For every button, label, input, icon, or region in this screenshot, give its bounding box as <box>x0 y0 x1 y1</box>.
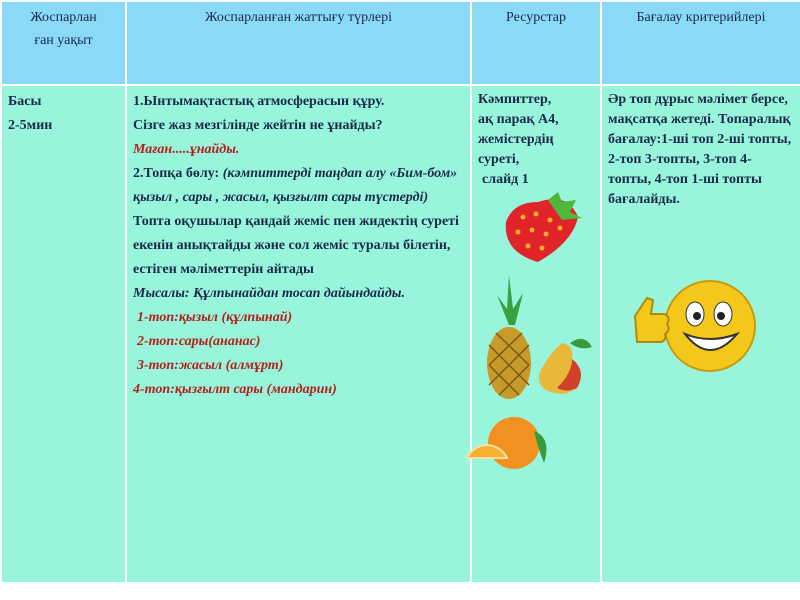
activity-line <box>133 162 464 210</box>
activity-line: 1.Ынтымақтастық атмосферасын құру. <box>133 94 385 109</box>
group-line: 2-топ:сары(ананас) <box>137 334 261 349</box>
grouping-title: 2.Топқа бөлу: <box>133 166 223 181</box>
group-line: 3-топ:жасыл (алмұрт) <box>137 358 284 373</box>
header-resources: Ресурстар <box>471 1 601 85</box>
grouping-note: (кәмпиттерді таңдап алу «Бим-бом» қызыл , сары , жасыл, қызғылт сары түстерді) <box>133 166 458 205</box>
pineapple-image <box>484 275 534 400</box>
activities-cell <box>126 85 471 583</box>
time-cell <box>1 85 126 583</box>
header-row <box>1 1 800 85</box>
pear-image <box>532 333 597 398</box>
criteria-cell: Әр топ дұрыс мәлімет берсе, мақсатқа жетеді. Топаралық бағалау:1-ші топ 2-ші топты, 2-топ 3-топты, 3-топ 4-топты, 4-топ 1-ші топты бағалайды. <box>601 85 800 583</box>
activity-line: Маған.....ұнайды. <box>133 142 240 157</box>
resource-line: слайд 1 <box>482 172 529 187</box>
activity-line: Сізге жаз мезгілінде жейтін не ұнайды? <box>133 118 383 133</box>
strawberry-image <box>498 192 588 267</box>
header-criteria: Бағалау критерийлері <box>601 1 800 85</box>
resource-line: ақ парақ А4, <box>478 112 559 127</box>
group-line: 4-топ:қызғылт сары (мандарин) <box>133 382 337 397</box>
resource-line: суреті, <box>478 152 520 167</box>
duration-label: 2-5мин <box>8 118 53 133</box>
header-activities: Жоспарланған жаттығу түрлері <box>126 1 471 85</box>
activity-line: Мысалы: Құлпынайдан тосап дайындайды. <box>133 286 405 301</box>
group-line: 1-топ:қызыл (құлпынай) <box>137 310 293 325</box>
resource-line: Кәмпиттер, <box>478 92 552 107</box>
header-time: Жоспарлан ған уақыт <box>1 1 126 85</box>
smiley-thumbs-up-image <box>625 276 760 376</box>
activity-line: Топта оқушылар қандай жеміс пен жидектің суреті екенін анықтайды және сол жеміс туралы білетін, естіген мәліметтерін айтады <box>133 214 459 277</box>
stage-label: Басы <box>8 94 42 109</box>
resource-line: жемістердің <box>478 132 554 147</box>
orange-image <box>462 413 552 483</box>
